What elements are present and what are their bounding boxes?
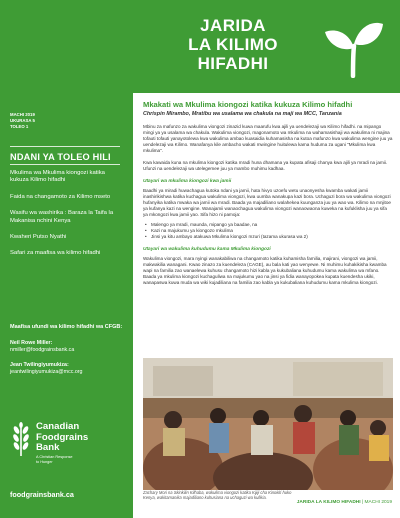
bullet-item: • Malengo ya mradi, maunda, mipango ya baadae, na xyxy=(151,222,393,228)
logo-name-line: Bank xyxy=(36,442,60,453)
page-footer xyxy=(297,500,392,505)
logo-tagline xyxy=(36,455,73,464)
logo-name-line: Canadian xyxy=(36,421,80,432)
article-subheading: Utayari wa wakulima kuhudumu kama Mkulima kiongozi xyxy=(143,247,271,253)
contact-name: Neil Rowe Miller: xyxy=(10,340,53,346)
footer-label: JARIDA LA KILIMO HIFADHI xyxy=(296,500,361,505)
toc-item[interactable]: Safari za maafisa wa kilimo hifadhi xyxy=(10,250,101,257)
contact-email[interactable]: jeantwilingiyumukiza@mcc.org xyxy=(10,368,83,375)
article-paragraph: Kwa kawaida kuna na mkulima kiongozi katika mradi huna dhamana ya kupata afisaji chanya kwa ajili ya mradi na jamii. Ufunzi na uendelezaji wa utelegemee juu ya mambo muhimu kadhaa. xyxy=(143,159,388,171)
article xyxy=(143,100,393,286)
issue-date: MACHI 2019 xyxy=(10,112,35,117)
article-paragraph: Wakulima viongozi, mara nyingi wanakabiliwa na changamoto katika kuhamisha familia, majirani, viongozi wa jamii, makwakilia wanagani. Kwao zinazo za kuendeleza (CAGE), au bala kati yao wenyewe. Ni muhimu kuhakikisha kwamba wapi na familia zao wanaelewa kuhusu changamoto hizi kabla ya kukubaliana kuhudumu kama wakulima wa mfano. Baada ya mkulima kiongozi kuchaguliwa na majukumu yao na jinsi ya fidia wanayopokea kupata kuendesha ukiki, wanapaswa kuwa muda wa wiki kujadiliana na familia zao kabla ya kukubaliana kuhudumu kama mkulima kiongozi. xyxy=(143,256,387,286)
masthead-title-line: JARIDA xyxy=(200,16,266,35)
bullet-item: • Kazi na majukumu ya kiongozo mkulima xyxy=(151,228,393,234)
logo-name xyxy=(36,422,88,454)
bullet-list xyxy=(143,222,393,241)
contact-email[interactable]: nmiller@foodgrainsbank.ca xyxy=(10,346,75,353)
issue-volume: UKURASA 5 xyxy=(10,118,35,123)
bullet-item: • Jinsi ya kitu ambayo atakuwa Mkulima kiongozi mzuri (tazama ukurasa wa 2) xyxy=(151,234,393,240)
contact-name: Jean Twilingiyumukiza: xyxy=(10,362,69,369)
contacts-heading: Maafisa ufundi wa kilimo hifadhi wa CFGB: xyxy=(10,324,123,330)
divider xyxy=(10,146,120,147)
table-of-contents xyxy=(10,170,125,267)
contacts-block xyxy=(10,324,128,375)
divider xyxy=(10,164,120,165)
sprout-icon xyxy=(323,18,385,78)
article-title: Mkakati wa Mkulima kiongozi katika kukuza Kilimo hifadhi xyxy=(143,100,353,109)
in-this-issue-heading: NDANI YA TOLEO HILI xyxy=(10,152,111,162)
photo-caption: Zachary Mori na Skinkilin Kilhaba, wakulima viongozi katika Kijiji cha Kinokiti huko Kenya, wakitamanika majadiliano kuhusiana na uchaguzi wa kufikia. xyxy=(143,490,292,501)
wheat-logo-icon xyxy=(10,422,32,456)
article-paragraph: Mbinu za mafunzo za wakulima viongozi zinazid kuwa maarufu kwa ajili ya uendelezaji wa Kilimo hifadhi. na mipango mingi ya ya usalama wa chakula. Wakulima viongozi, magonamoto wa mkulima na wahamasishaji wa wakulima ni majina tofauti tofauti yanayotolewa kwa wakulima ambao kuasaidia kuhamasisha na kutoa mafunzo kwa wakulima wengine juu ya uendelezaji wa Kilimo. Wanafanya kile ambacho wakati mwingine huitulewa kama huduma za ugani "Mkulima kwa mkulima". xyxy=(143,123,393,153)
farmers-meeting-photo xyxy=(143,358,393,490)
toc-item[interactable]: Wasifu wa washirika : Baraza la Taifa la Makanisa nchini Kenya xyxy=(10,210,114,224)
logo-tagline-line: A Christian Response xyxy=(36,455,73,459)
masthead-title-line: LA KILIMO xyxy=(188,35,278,54)
masthead-title-line: HIFADHI xyxy=(197,54,269,73)
footer-separator: | xyxy=(361,500,365,505)
article-byline: Chrispin Mirambo, Mratibu wa usalama wa chakula na maji wa MCC, Tanzania xyxy=(143,110,342,117)
toc-item[interactable]: Faida na changamoto za Kilimo mseto xyxy=(10,193,111,200)
masthead-banner xyxy=(133,0,400,93)
article-paragraph: Baadhi ya miradi huwachagua kutoka ndani ya jamii, hata hivyo uzoefu wetu unaonyesha kwamba wakati jamii inashirikishwa katika kuchagua wakulima viongozi, kwa uumba wanakupa kazi bora. Uchaguzi bora wa wakulima viongozi hufanyika katika mwaka wa jamii wa mradi. Baada ya majadiliano walahekea kuunganza juu ya wao wa. Kilimo na mnjitoe ya kufanya kazi na wengine. Wanajamii wanaochagua wakulima viongozi wanaowaona kuweka na kufuklisha juu ya sifa ya mkongozi kwa jamii yao. Sifa hizo ni pamoja: xyxy=(143,187,391,217)
article-subheading: Utayari wa mkulima kiongozi kwa jamii xyxy=(143,178,232,184)
issue-number: TOLEO 1 xyxy=(10,124,29,129)
left-sidebar xyxy=(0,0,133,518)
logo-tagline-line: to Hunger xyxy=(36,459,53,464)
issue-meta xyxy=(10,112,35,130)
toc-item[interactable]: Kwaheri Putso Nyathi xyxy=(10,234,67,241)
canadian-foodgrains-bank-logo xyxy=(10,420,125,480)
toc-item[interactable]: Mkulima wa Mkulima kiongozi katika kukuza Kilimo hifadhi xyxy=(10,170,105,184)
article-photo xyxy=(143,358,393,490)
website-link[interactable]: foodgrainsbank.ca xyxy=(10,490,74,499)
logo-name-line: Foodgrains xyxy=(36,431,89,443)
footer-date: MACHI 2019 xyxy=(364,500,392,505)
